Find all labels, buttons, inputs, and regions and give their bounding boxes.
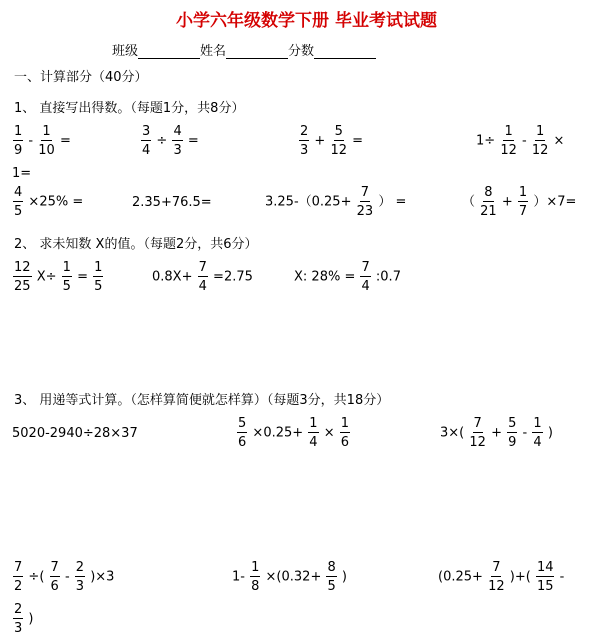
question-3-heading: 3、 用递等式计算。（怎样算简便就怎样算）（每题3分，共18分） xyxy=(14,393,390,408)
fraction: $\frac{7}{2}$ xyxy=(14,560,23,594)
question-2-heading: 2、 求未知数 X的值。（每题2分，共6分） xyxy=(14,237,258,252)
fraction: $\frac{5}{6}$ xyxy=(238,416,247,450)
fraction: $\frac{1}{6}$ xyxy=(340,416,350,450)
question-1-heading: 1、 直接写出得数。（每题1分，共8分） xyxy=(14,101,245,116)
fraction: $\frac{1}{5}$ xyxy=(62,260,71,294)
q2-problem-3: X: 28% = $\frac{7}{4}$ :0.7 xyxy=(294,260,401,294)
q1-problem-5: $\frac{4}{5}$ ×25% = xyxy=(14,185,84,219)
class-blank[interactable] xyxy=(138,44,200,59)
fraction: $\frac{7}{23}$ xyxy=(356,185,374,219)
fraction: $\frac{1}{12}$ xyxy=(500,124,517,158)
q1-problem-4-wrap: 1= xyxy=(12,166,32,181)
fraction: $\frac{1}{7}$ xyxy=(518,185,528,219)
fraction: $\frac{7}{6}$ xyxy=(50,560,59,594)
q3-problem-5: 1- $\frac{1}{8}$ ×(0.32+ $\frac{8}{5}$ ) xyxy=(232,560,347,594)
q1-problem-1: $\frac{1}{9}$ - $\frac{1}{10}$ = xyxy=(14,124,71,158)
score-label: 分数 xyxy=(288,44,315,59)
fraction: $\frac{7}{12}$ xyxy=(469,416,486,450)
fraction: $\frac{7}{12}$ xyxy=(488,560,505,594)
q3-problem-6: (0.25+ $\frac{7}{12}$ )+( $\frac{14}{15}$ - xyxy=(438,560,565,594)
fraction: $\frac{4}{3}$ xyxy=(173,124,182,158)
q3-problem-6-wrap: $\frac{2}{3}$ ) xyxy=(14,602,34,636)
fraction: $\frac{5}{9}$ xyxy=(508,416,517,450)
q3-problem-2: $\frac{5}{6}$ ×0.25+ $\frac{1}{4}$ × $\frac{1}{6}$ xyxy=(238,416,350,450)
fraction: $\frac{1}{4}$ xyxy=(533,416,542,450)
page-title: 小学六年级数学下册 毕业考试试题 xyxy=(176,11,437,31)
fraction: $\frac{8}{21}$ xyxy=(480,185,497,219)
q3-problem-4: $\frac{7}{2}$ ÷( $\frac{7}{6}$ - $\frac{2}{3}$ )×3 xyxy=(14,560,115,594)
q3-problem-3: 3×( $\frac{7}{12}$ + $\frac{5}{9}$ - $\frac{1}{4}$ ) xyxy=(440,416,553,450)
fraction: $\frac{1}{9}$ xyxy=(14,124,23,158)
fraction: $\frac{1}{10}$ xyxy=(38,124,55,158)
fraction: $\frac{14}{15}$ xyxy=(536,560,554,594)
score-blank[interactable] xyxy=(314,44,376,59)
q1-problem-6: 2.35+76.5= xyxy=(132,195,212,210)
fraction: $\frac{2}{3}$ xyxy=(300,124,309,158)
name-blank[interactable] xyxy=(226,44,288,59)
fraction: $\frac{1}{4}$ xyxy=(309,416,318,450)
class-label: 班级 xyxy=(112,44,139,59)
q1-problem-4: 1÷ $\frac{1}{12}$ - $\frac{1}{12}$ × xyxy=(476,124,565,158)
section-heading: 一、计算部分（40分） xyxy=(14,70,148,85)
fraction: $\frac{7}{4}$ xyxy=(361,260,370,294)
fraction: $\frac{2}{3}$ xyxy=(14,602,23,636)
fraction: $\frac{4}{5}$ xyxy=(14,185,23,219)
q1-problem-7: 3.25-（0.25+ $\frac{7}{23}$ ） = xyxy=(265,185,407,219)
fraction: $\frac{7}{4}$ xyxy=(198,260,207,294)
name-label: 姓名 xyxy=(200,44,227,59)
fraction: $\frac{2}{3}$ xyxy=(75,560,85,594)
q1-problem-3: $\frac{2}{3}$ + $\frac{5}{12}$ = xyxy=(300,124,364,158)
q3-problem-1: 5020-2940÷28×37 xyxy=(12,426,138,441)
q1-problem-8: （ $\frac{8}{21}$ + $\frac{1}{7}$ ）×7= xyxy=(462,185,577,219)
fraction: $\frac{1}{5}$ xyxy=(94,260,103,294)
fraction: $\frac{1}{8}$ xyxy=(251,560,260,594)
q2-problem-1: $\frac{12}{25}$ X÷ $\frac{1}{5}$ = $\frac{1}{5}$ xyxy=(14,260,103,294)
fraction: $\frac{3}{4}$ xyxy=(142,124,151,158)
q2-problem-2: 0.8X+ $\frac{7}{4}$ =2.75 xyxy=(152,260,253,294)
q1-problem-2: $\frac{3}{4}$ ÷ $\frac{4}{3}$ = xyxy=(142,124,199,158)
fraction: $\frac{1}{12}$ xyxy=(531,124,549,158)
student-info-line xyxy=(112,40,376,59)
fraction: $\frac{12}{25}$ xyxy=(14,260,31,294)
fraction: $\frac{5}{12}$ xyxy=(330,124,348,158)
fraction: $\frac{8}{5}$ xyxy=(327,560,336,594)
